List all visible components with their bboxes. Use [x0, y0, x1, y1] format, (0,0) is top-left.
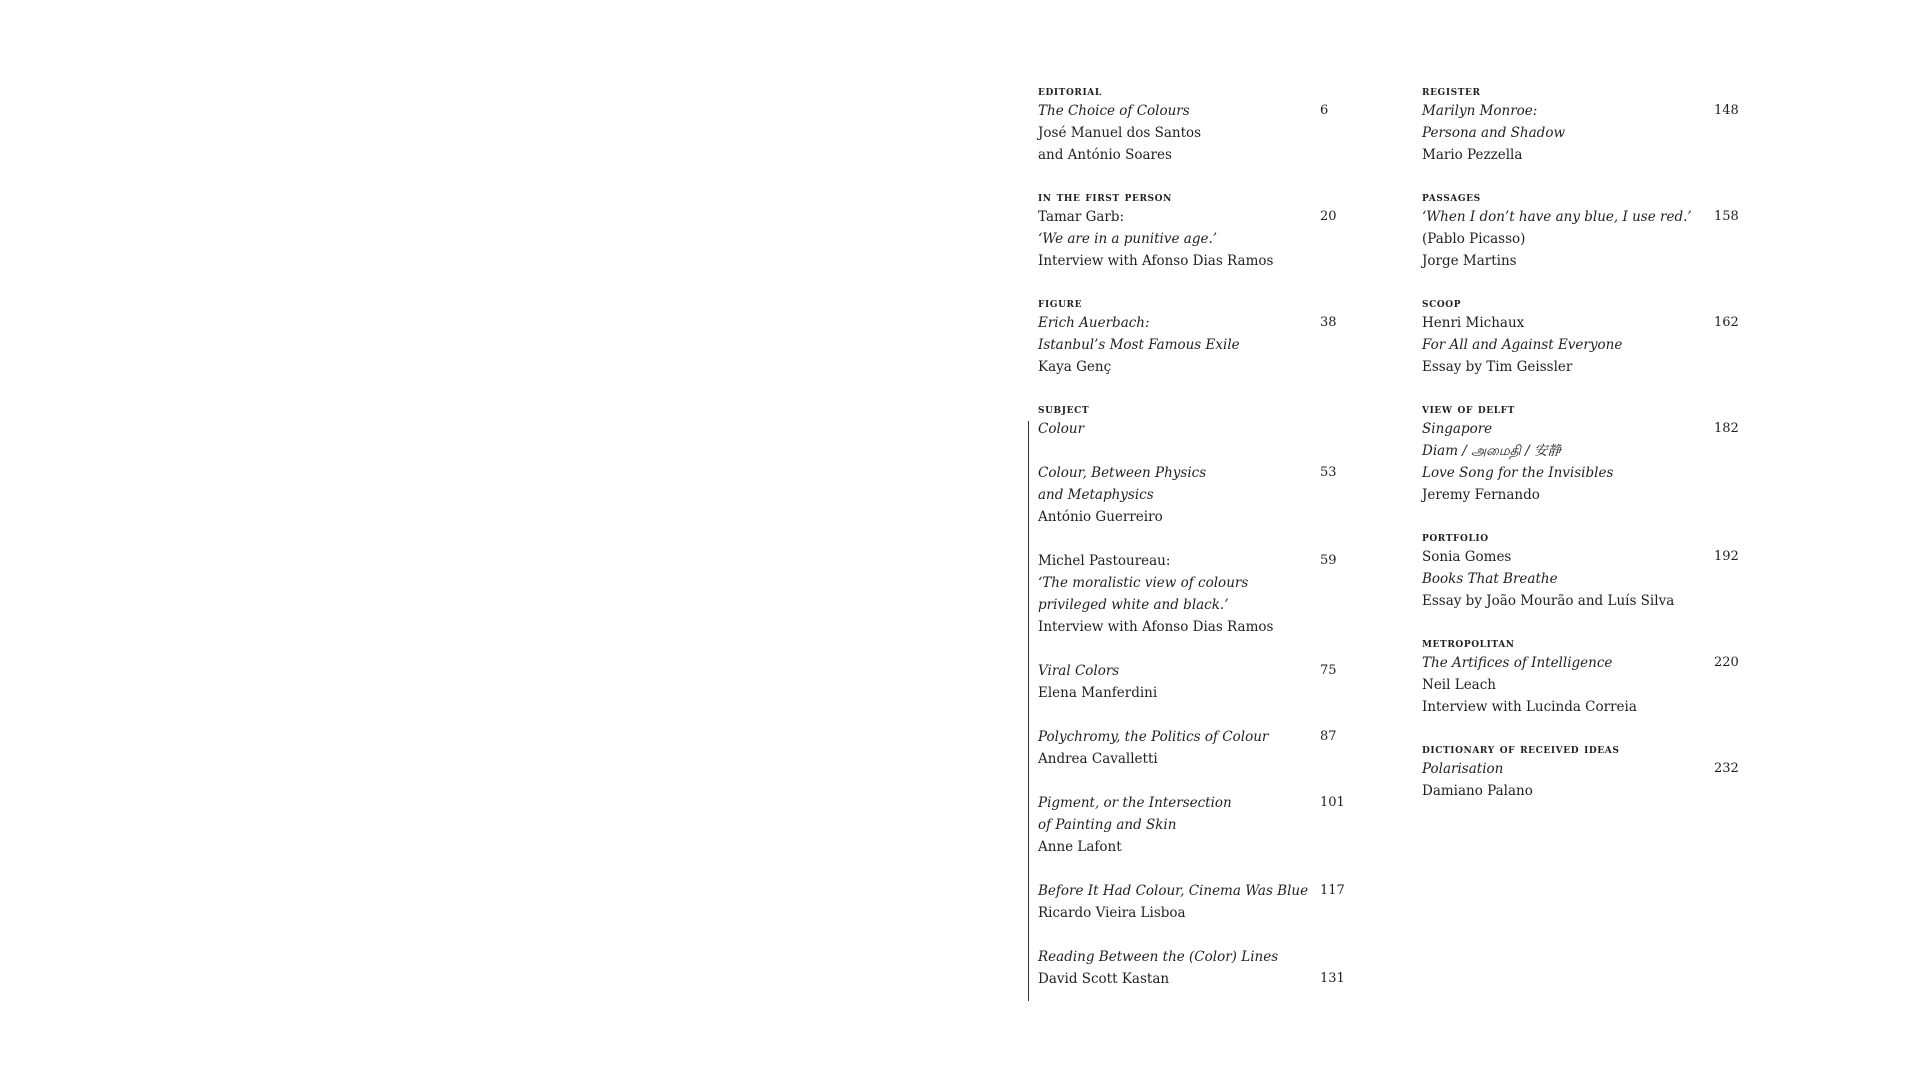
- entry-line: ‘The moralistic view of colours: [1038, 575, 1249, 591]
- toc-entry[interactable]: [1038, 418, 1358, 440]
- entry-line: Neil Leach: [1422, 677, 1496, 693]
- toc-entry[interactable]: [1038, 946, 1358, 990]
- entry-line: and Metaphysics: [1038, 487, 1154, 503]
- entry-line: Essay by João Mourão and Luís Silva: [1422, 593, 1675, 609]
- entry-line: Interview with Afonso Dias Ramos: [1038, 619, 1274, 635]
- entry-line: Colour: [1038, 421, 1085, 437]
- toc-entry[interactable]: [1038, 792, 1358, 858]
- entry-line: Viral Colors: [1038, 663, 1120, 679]
- entry-line: and António Soares: [1038, 147, 1172, 163]
- section-heading: dictionary of received ideas: [1422, 741, 1620, 756]
- entry-line: Michel Pastoureau:: [1038, 553, 1171, 569]
- toc-section-in-the-first-person: [1038, 188, 1358, 272]
- entry-line: Elena Manferdini: [1038, 685, 1158, 701]
- entry-line: Interview with Afonso Dias Ramos: [1038, 253, 1274, 269]
- toc-entry[interactable]: [1422, 418, 1752, 506]
- toc-entry[interactable]: [1038, 550, 1358, 638]
- entry-line: Colour, Between Physics: [1038, 465, 1207, 481]
- page-number: 131: [1320, 971, 1345, 986]
- page-number: 38: [1320, 315, 1337, 330]
- toc-entry[interactable]: [1422, 312, 1752, 378]
- entry-line: Polychromy, the Politics of Colour: [1038, 729, 1269, 745]
- entry-line: Diam / அமைதி / 安静: [1422, 443, 1561, 459]
- section-heading: figure: [1038, 295, 1083, 310]
- entry-line: Anne Lafont: [1038, 839, 1122, 855]
- entry-line: Damiano Palano: [1422, 783, 1533, 799]
- entry-line: Love Song for the Invisibles: [1422, 465, 1614, 481]
- entry-line: Polarisation: [1422, 761, 1504, 777]
- entry-line: ‘When I don’t have any blue, I use red.’: [1422, 209, 1692, 225]
- entry-line: Tamar Garb:: [1038, 209, 1125, 225]
- section-heading: metropolitan: [1422, 635, 1515, 650]
- entry-line: Reading Between the (Color) Lines: [1038, 949, 1279, 965]
- toc-section-view-of-delft: [1422, 400, 1752, 506]
- toc-section-subject: [1038, 400, 1358, 990]
- page-number: 192: [1714, 549, 1739, 564]
- entry-line: Persona and Shadow: [1422, 125, 1566, 141]
- entry-line: For All and Against Everyone: [1422, 337, 1623, 353]
- toc-entry[interactable]: [1038, 660, 1358, 704]
- toc-entry[interactable]: [1038, 462, 1358, 528]
- toc-entry[interactable]: [1422, 652, 1752, 718]
- section-heading: editorial: [1038, 83, 1102, 98]
- entry-line: Pigment, or the Intersection: [1038, 795, 1232, 811]
- entry-line: Jeremy Fernando: [1422, 487, 1540, 503]
- entry-line: Mario Pezzella: [1422, 147, 1523, 163]
- toc-entry[interactable]: [1038, 206, 1358, 272]
- toc-entry[interactable]: [1422, 546, 1752, 612]
- page-number: 53: [1320, 465, 1337, 480]
- section-heading: view of delft: [1422, 401, 1515, 416]
- page-number: 20: [1320, 209, 1337, 224]
- page-number: 6: [1320, 103, 1329, 118]
- entry-line: The Choice of Colours: [1038, 103, 1190, 119]
- entry-line: David Scott Kastan: [1038, 971, 1170, 987]
- toc-entry[interactable]: [1038, 312, 1358, 378]
- section-heading: in the first person: [1038, 189, 1172, 204]
- toc-entry[interactable]: [1422, 206, 1752, 272]
- entry-line: Henri Michaux: [1422, 315, 1525, 331]
- subject-section-rule: [1028, 421, 1029, 1001]
- page-number: 59: [1320, 553, 1337, 568]
- entry-line: Books That Breathe: [1422, 571, 1558, 587]
- page-number: 158: [1714, 209, 1739, 224]
- page-number: 87: [1320, 729, 1337, 744]
- entry-line: Andrea Cavalletti: [1038, 751, 1158, 767]
- section-heading: portfolio: [1422, 529, 1489, 544]
- toc-left-column: [1038, 82, 1358, 1012]
- page-number: 182: [1714, 421, 1739, 436]
- section-heading: register: [1422, 83, 1481, 98]
- entry-line: Interview with Lucinda Correia: [1422, 699, 1637, 715]
- entry-line: Marilyn Monroe:: [1422, 103, 1538, 119]
- page-number: 75: [1320, 663, 1337, 678]
- page-number: 162: [1714, 315, 1739, 330]
- entry-line: Essay by Tim Geissler: [1422, 359, 1573, 375]
- entry-line: Istanbul’s Most Famous Exile: [1038, 337, 1240, 353]
- toc-section-portfolio: [1422, 528, 1752, 612]
- toc-entry[interactable]: [1038, 726, 1358, 770]
- toc-entry[interactable]: [1422, 758, 1752, 802]
- toc-right-column: [1422, 82, 1752, 824]
- entry-line: Kaya Genç: [1038, 359, 1112, 375]
- entry-line: ‘We are in a punitive age.’: [1038, 231, 1218, 247]
- entry-line: Jorge Martins: [1422, 253, 1517, 269]
- entry-line: Sonia Gomes: [1422, 549, 1512, 565]
- toc-section-register: [1422, 82, 1752, 166]
- page-number: 220: [1714, 655, 1739, 670]
- page-number: 148: [1714, 103, 1739, 118]
- toc-section-passages: [1422, 188, 1752, 272]
- entry-line: José Manuel dos Santos: [1038, 125, 1202, 141]
- toc-section-metropolitan: [1422, 634, 1752, 718]
- section-heading: passages: [1422, 189, 1481, 204]
- entry-line: Ricardo Vieira Lisboa: [1038, 905, 1186, 921]
- entry-line: Before It Had Colour, Cinema Was Blue: [1038, 883, 1309, 899]
- entry-line: The Artifices of Intelligence: [1422, 655, 1613, 671]
- toc-entry[interactable]: [1038, 880, 1358, 924]
- toc-section-scoop: [1422, 294, 1752, 378]
- section-heading: subject: [1038, 401, 1090, 416]
- page-number: 117: [1320, 883, 1345, 898]
- toc-entry[interactable]: [1422, 100, 1752, 166]
- toc-entry[interactable]: [1038, 100, 1358, 166]
- entry-line: Singapore: [1422, 421, 1493, 437]
- entry-line: Erich Auerbach:: [1038, 315, 1150, 331]
- section-heading: scoop: [1422, 295, 1462, 310]
- page-number: 101: [1320, 795, 1345, 810]
- toc-section-figure: [1038, 294, 1358, 378]
- entry-line: (Pablo Picasso): [1422, 231, 1526, 247]
- entry-line: António Guerreiro: [1038, 509, 1163, 525]
- toc-section-editorial: [1038, 82, 1358, 166]
- page-number: 232: [1714, 761, 1739, 776]
- entry-line: of Painting and Skin: [1038, 817, 1177, 833]
- entry-line: privileged white and black.’: [1038, 597, 1229, 613]
- toc-section-dictionary-of-received-ideas: [1422, 740, 1752, 802]
